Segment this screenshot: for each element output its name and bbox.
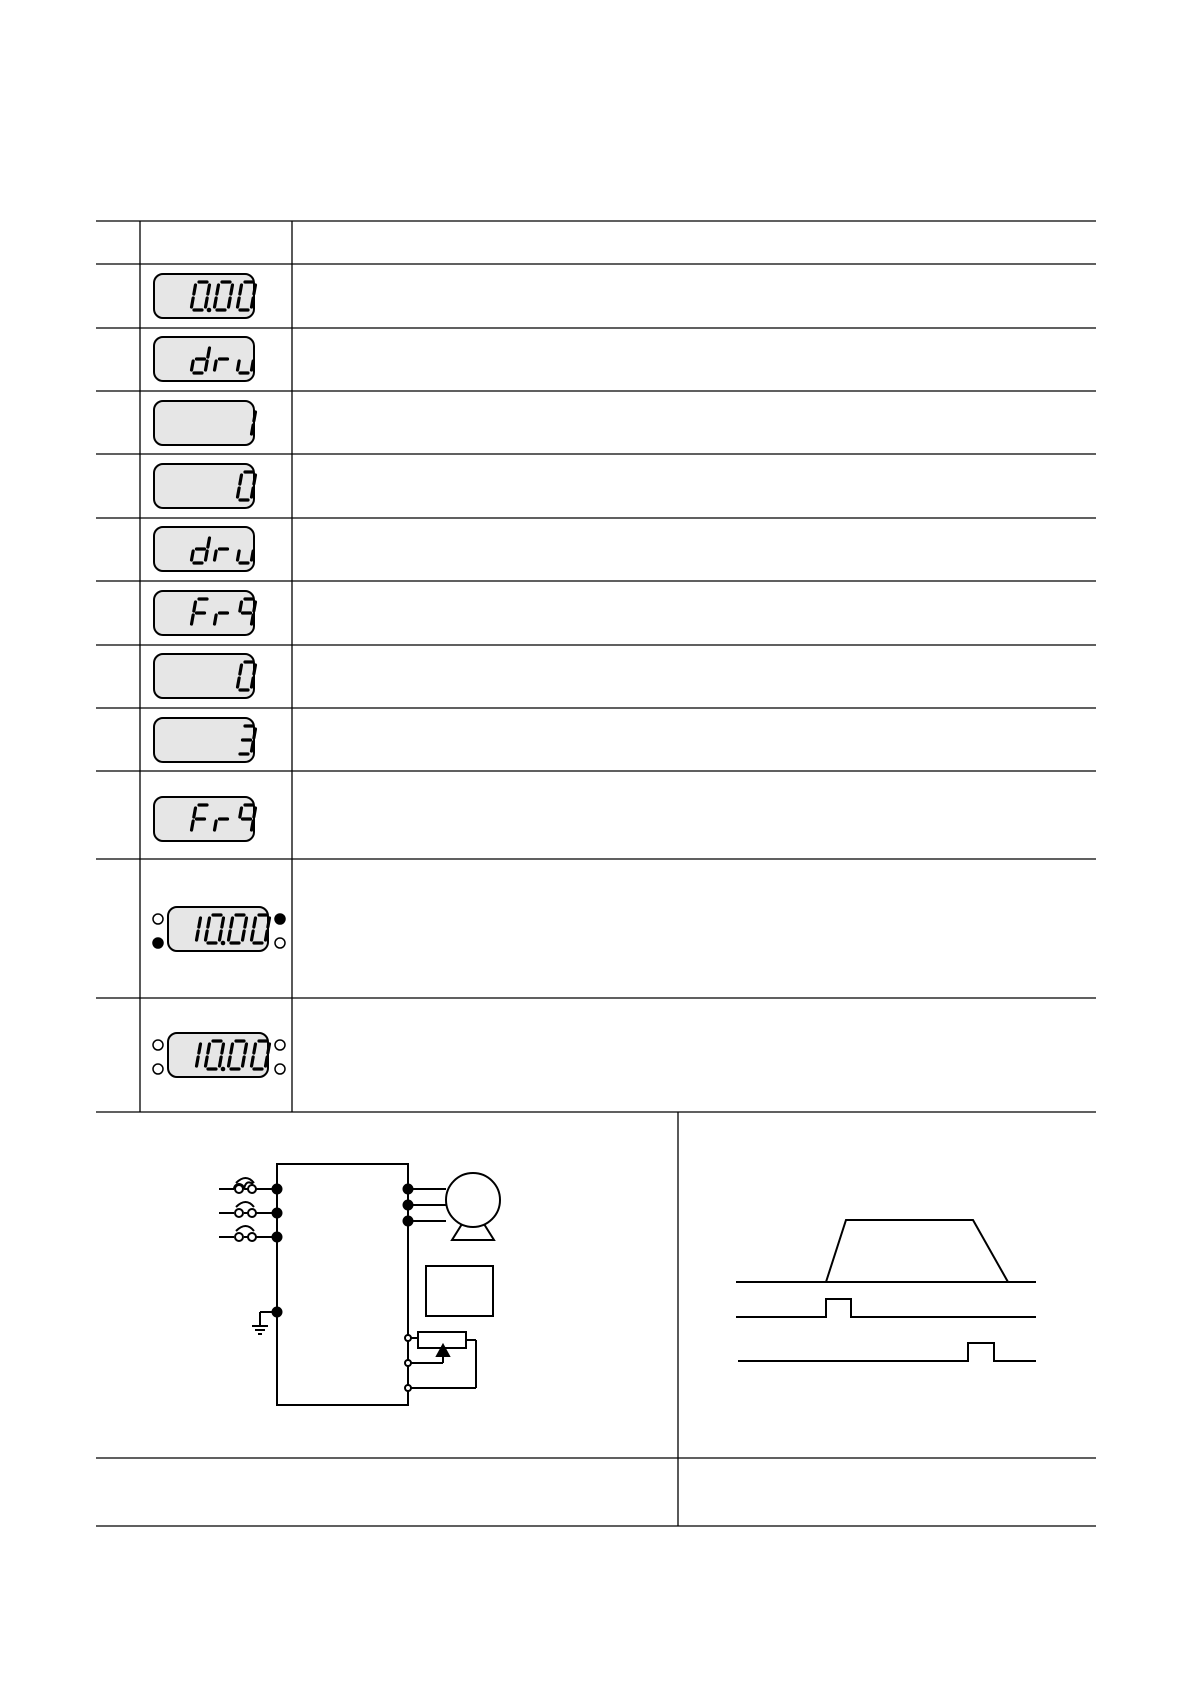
lcd-segment: [192, 298, 194, 307]
lcd-segment: [266, 931, 268, 940]
lcd-segment: [252, 931, 254, 940]
lcd-segment: [254, 808, 256, 817]
lcd-display-column: [153, 274, 285, 1077]
status-lamp-off-icon: [275, 1064, 285, 1074]
status-lamp-on-icon: [275, 914, 285, 924]
lcd-segment: [252, 742, 254, 751]
lcd-segment: [215, 298, 217, 307]
lcd-segment: [206, 298, 208, 307]
status-lamp-off-icon: [275, 938, 285, 948]
lcd-segment: [229, 298, 231, 307]
lcd-segment: [231, 918, 233, 927]
lcd-segment: [197, 1057, 199, 1066]
terminal-open-icon: [405, 1335, 411, 1341]
lcd-segment: [240, 285, 242, 294]
lcd-segment: [206, 361, 208, 370]
lcd-segment: [206, 1057, 208, 1066]
lcd-segment: [222, 918, 224, 927]
motor-icon: [446, 1173, 500, 1227]
lcd-decimal-point: [221, 1067, 226, 1072]
lcd-segment: [208, 285, 210, 294]
lcd-decimal-point: [207, 308, 212, 313]
lcd-display: [153, 1033, 285, 1077]
lcd-segment: [208, 348, 210, 357]
lcd-segment: [240, 475, 242, 484]
lcd-segment: [254, 475, 256, 484]
lcd-display: [153, 907, 285, 951]
lcd-segment: [220, 1057, 222, 1066]
lcd-segment: [238, 361, 240, 370]
terminal-dot-icon: [273, 1185, 282, 1194]
lcd-segment: [217, 285, 219, 294]
lcd-segment: [194, 602, 196, 611]
lcd-segment: [243, 1057, 245, 1066]
terminal-open-icon: [405, 1385, 411, 1391]
lcd-segment: [252, 425, 254, 434]
status-lamp-off-icon: [153, 914, 163, 924]
lcd-segment: [215, 615, 217, 624]
lcd-decimal-point: [221, 941, 226, 946]
lcd-segment: [192, 821, 194, 830]
power-input-breakers: [219, 1178, 282, 1242]
lcd-segment: [215, 821, 217, 830]
lcd-segment: [208, 1044, 210, 1053]
contact-icon: [235, 1209, 243, 1217]
status-lamp-off-icon: [153, 1040, 163, 1050]
lcd-segment: [252, 821, 254, 830]
lcd-segment: [238, 678, 240, 687]
lcd-segment: [199, 918, 201, 927]
lcd-segment: [245, 918, 247, 927]
contact-icon: [235, 1185, 243, 1193]
lcd-segment: [229, 931, 231, 940]
terminal-dot-icon: [273, 1209, 282, 1218]
terminal-dot-icon: [273, 1308, 282, 1317]
lcd-segment: [254, 729, 256, 738]
lcd-segment: [243, 931, 245, 940]
lcd-display: [154, 654, 255, 698]
lcd-segment: [206, 551, 208, 560]
lcd-segment: [245, 1044, 247, 1053]
potentiometer-icon: [405, 1332, 476, 1391]
lcd-display: [154, 464, 255, 508]
wiring-diagram: [219, 1164, 500, 1405]
lcd-display: [154, 274, 255, 318]
lcd-segment: [268, 918, 270, 927]
lcd-segment: [222, 1044, 224, 1053]
lcd-segment: [229, 1057, 231, 1066]
lcd-segment: [194, 285, 196, 294]
fx-pulse-line: [736, 1299, 1036, 1317]
stop-pulse-line: [738, 1343, 1036, 1361]
lcd-segment: [240, 808, 242, 817]
lcd-segment: [192, 551, 194, 560]
lcd-segment: [215, 361, 217, 370]
lcd-display: [154, 797, 255, 841]
lcd-segment: [252, 298, 254, 307]
lcd-segment: [266, 1057, 268, 1066]
contact-icon: [235, 1233, 243, 1241]
lcd-segment: [252, 551, 254, 560]
lcd-segment: [220, 931, 222, 940]
lcd-segment: [240, 665, 242, 674]
contact-icon: [248, 1233, 256, 1241]
lcd-segment: [208, 918, 210, 927]
frequency-profile-line: [826, 1220, 1008, 1282]
lcd-segment: [252, 488, 254, 497]
lcd-segment: [254, 602, 256, 611]
lcd-segment: [194, 808, 196, 817]
terminal-dot-icon: [273, 1233, 282, 1242]
lcd-display: [154, 591, 255, 635]
lcd-segment: [208, 538, 210, 547]
status-lamp-off-icon: [153, 1064, 163, 1074]
lcd-frame: [154, 464, 254, 508]
terminal-open-icon: [405, 1360, 411, 1366]
lcd-segment: [238, 551, 240, 560]
lcd-segment: [192, 361, 194, 370]
lcd-frame: [154, 654, 254, 698]
lcd-segment: [254, 665, 256, 674]
contact-icon: [248, 1185, 256, 1193]
lower-section-frame: [96, 1112, 1096, 1526]
lcd-segment: [254, 412, 256, 421]
lcd-segment: [197, 931, 199, 940]
lcd-segment: [240, 602, 242, 611]
lcd-segment: [254, 285, 256, 294]
lcd-segment: [215, 551, 217, 560]
keypad-box: [426, 1266, 493, 1316]
lcd-display: [154, 401, 255, 445]
inverter-body: [277, 1164, 408, 1405]
lcd-segment: [252, 1057, 254, 1066]
lcd-segment: [252, 361, 254, 370]
lcd-display: [154, 337, 254, 381]
motor-outputs: [404, 1173, 501, 1240]
lcd-segment: [254, 918, 256, 927]
lcd-segment: [254, 1044, 256, 1053]
timing-chart: [736, 1220, 1036, 1361]
lcd-frame: [154, 401, 254, 445]
status-lamp-on-icon: [153, 938, 163, 948]
lcd-segment: [238, 488, 240, 497]
lcd-segment: [199, 1044, 201, 1053]
lcd-segment: [206, 931, 208, 940]
lcd-segment: [252, 615, 254, 624]
contact-icon: [248, 1209, 256, 1217]
lcd-display: [154, 527, 254, 571]
lcd-frame: [154, 718, 254, 762]
lcd-segment: [192, 615, 194, 624]
lcd-segment: [231, 1044, 233, 1053]
lcd-segment: [268, 1044, 270, 1053]
lcd-segment: [231, 285, 233, 294]
lcd-segment: [238, 298, 240, 307]
lcd-segment: [252, 678, 254, 687]
lcd-display: [154, 718, 255, 762]
status-lamp-off-icon: [275, 1040, 285, 1050]
